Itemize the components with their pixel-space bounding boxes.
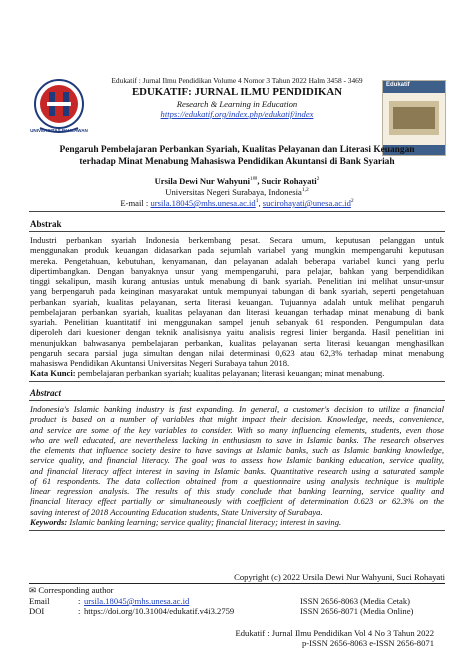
abstrak-line: mereka. Pengetahuan, kebutuhan, kenyamanan, dan pelayanan adalah beberapa variabel kunci yang perlu [30,255,444,266]
abstract-line: saving interest of 2018 Accounting Education students, State University of Surabaya. [30,506,323,517]
footer-journal-line-2: p-ISSN 2656-8063 e-ISSN 2656-8071 [301,638,434,649]
abstrak-line: pengaruh secara parsial juga simultan dengan nilai determinasi 0,623 atau 62,3% terhadap minat menabung [30,347,444,358]
footer-doi-label: DOI [29,606,45,616]
issn-print: ISSN 2656-8063 (Media Cetak) [300,596,411,606]
footer-rule [29,583,445,584]
abstrak-line: perbankan syariah, kualitas pelayanan, serta literasi keuangan. Tujuannya adalah untuk melihat pengaruh [30,296,444,307]
affiliation-text: Universitas Negeri Surabaya, Indonesia [165,186,302,197]
article-title [20,145,454,168]
abstrak-top-rule [29,211,445,212]
footer-journal-info [29,628,434,649]
abstrak-keywords-text: pembelajaran perbankan syariah; kualitas pelayanan; literasi keuangan; minat menabung. [77,368,385,378]
author-separator: , [257,175,262,186]
abstract-line: financial literacy effect partially or simultaneously with coefficient of determination 0.623 or 62.3% on the [30,496,444,507]
abstrak-line: mahasiswa Pendidikan Akuntansi Universitas Negeri Surabaya tahun 2018. [30,358,290,368]
abstrak-keywords-label: Kata Kunci: [30,368,78,378]
email-1-link[interactable]: ursila.18045@mhs.unesa.ac.id [150,197,256,208]
journal-tagline: Research & Learning in Education [176,99,298,109]
abstract-line: Indonesia's Islamic banking industry is fast expanding. In general, a customer's decision to utilize a financial [30,404,444,414]
abstrak-body [30,235,444,368]
article-title-line-2: terhadap Minat Menabung Mahasiswa Pendidikan Akuntansi di Bank Syariah [79,156,395,167]
university-logo [30,78,88,146]
abstract-line: of 61 respondents. The data collection obtained from a questionnaire using analysis technique is multiple [30,475,444,486]
abstrak-line: dipertimbangkan. Dengan banyaknya unsur yang mempengaruhi, para pelajar, bahkan yang berpendidikan [30,265,444,276]
abstract-line: product is based on a number of variables that might impact their decision. Knowledge, needs, convenience, [30,414,444,425]
author-2-sup: 2 [316,176,320,182]
abstrak-line: menunjukkan bahwasanya pembelajaran perbankan, kualitas pelayanan serta literasi keuangan menghasilkan [30,337,444,348]
abstract-top-rule [29,381,445,382]
author-emails [29,196,445,208]
abstract-line: linear regression analysis. The results of this study conclude that banking learning, service quality and [30,486,444,496]
corresponding-author-label: Corresponding author [38,585,114,595]
footer-doi-link[interactable]: https://doi.org/10.31004/edukatif.v4i3.2759 [84,606,235,616]
affiliation-sup: 1,2 [301,187,309,193]
abstrak-heading: Abstrak [30,219,62,229]
abstrak-line: diperoleh dari kuesioner dengan teknik analisisnya yaitu analisis regresi linier berganda. Hasil penelitian ini [30,327,444,338]
abstract-line: and financial literacy affect interest in saving in Islamic banks. Quantitative research using a saturated sample [30,465,444,476]
issn-online: ISSN 2656-8071 (Media Online) [300,606,414,616]
email-1-sup: 1 [255,198,259,204]
envelope-icon: ✉ [29,585,37,595]
abstrak-line: tinggi sekalipun, masih kurang antusias untuk menabung di bank syariah. Penelitian ini melihat unsur-unsur [30,276,444,286]
copyright: Copyright (c) 2022 Ursila Dewi Nur Wahyuni, Suci Rohayati [234,572,445,582]
footer-email-link[interactable]: ursila.18045@mhs.unesa.ac.id [84,596,190,606]
abstrak-line: syariah. Penelitian kuantitatif ini menggunakan sampel jenuh sebanyak 61 responden. Pengumpulan data [30,317,444,327]
cover-title: Edukatif [386,82,410,88]
abstrak-line: menggunakan produk keuangan didasarkan pada sejumlah variabel yang mungkin mempengaruhi keputusan [30,245,444,256]
email-label: E-mail : [120,197,151,208]
article-title-line-1: Pengaruh Pembelajaran Perbankan Syariah, Kualitas Pelayanan dan Literasi Keuangan [59,145,415,155]
abstract-keywords-label: Keywords: [30,517,70,527]
author-1-sup: 1✉ [250,176,258,182]
abstract-heading: Abstract [30,388,62,398]
journal-line: Edukatif : Jurnal Ilmu Pendidikan Volume 4 Nomor 3 Tahun 2022 Halm 3458 - 3469 [111,76,363,85]
abstrak-keywords [30,368,444,378]
corresponding-author [29,585,114,595]
abstract-body [30,404,444,517]
author-1: Ursila Dewi Nur Wahyuni [154,175,251,186]
footer-journal-line-1: Edukatif : Jurnal Ilmu Pendidikan Vol 4 No 3 Tahun 2022 [235,628,434,638]
email-2-link[interactable]: sucirohayati@unesa.ac.id [262,197,351,208]
abstract-keywords-text: Islamic banking learning; service quality; financial literacy; interest in saving. [69,517,342,527]
journal-name: EDUKATIF: JURNAL ILMU PENDIDIKAN [131,86,343,98]
footer-doi-colon: : [78,606,81,616]
abstrak-heading-rule [29,231,445,232]
abstract-line: and service are some of the key variables to consider. With so many influencing elements, students, even those [30,424,444,435]
footer-email-label: Email [29,596,50,606]
email-separator: , [258,197,263,208]
footer-email-colon: : [78,596,81,606]
abstract-line: service quality, and financial literacy. The goal was to assess how Islamic banking education, service quality, [30,455,444,466]
abstract-line: the elements that influence society desire to have savings at Islamic banks, such as Islamic banking knowledge, [30,445,444,455]
abstrak-line: Industri perbankan syariah Indonesia berkembang pesat. Secara umum, keputusan pelanggan untuk [30,235,444,245]
email-2-sup: 2 [350,198,354,204]
abstract-bottom-rule [29,530,445,531]
journal-url-link[interactable]: https://edukatif.org/index.php/edukatif/index [160,109,314,119]
abstract-keywords [30,517,444,527]
author-2: Sucir Rohayati [261,175,317,186]
abstract-line: who are well educated, are nevertheless lacking in enthusiasm to save in Islamic banks. The research observes [30,434,444,445]
logo-caption: UNIVERSITAS PAHLAWAN [30,128,88,133]
abstrak-line: pembelajaran perbankan syariah, kualitas pelayanan dan literasi keuangan terhadap minat menabung di bank [30,306,444,317]
abstrak-line: yang berpengaruh pada keinginan masyarakat untuk mempunyai tabungan di bank syariah, seperti pengetahuan [30,286,444,297]
abstract-heading-rule [29,400,445,401]
